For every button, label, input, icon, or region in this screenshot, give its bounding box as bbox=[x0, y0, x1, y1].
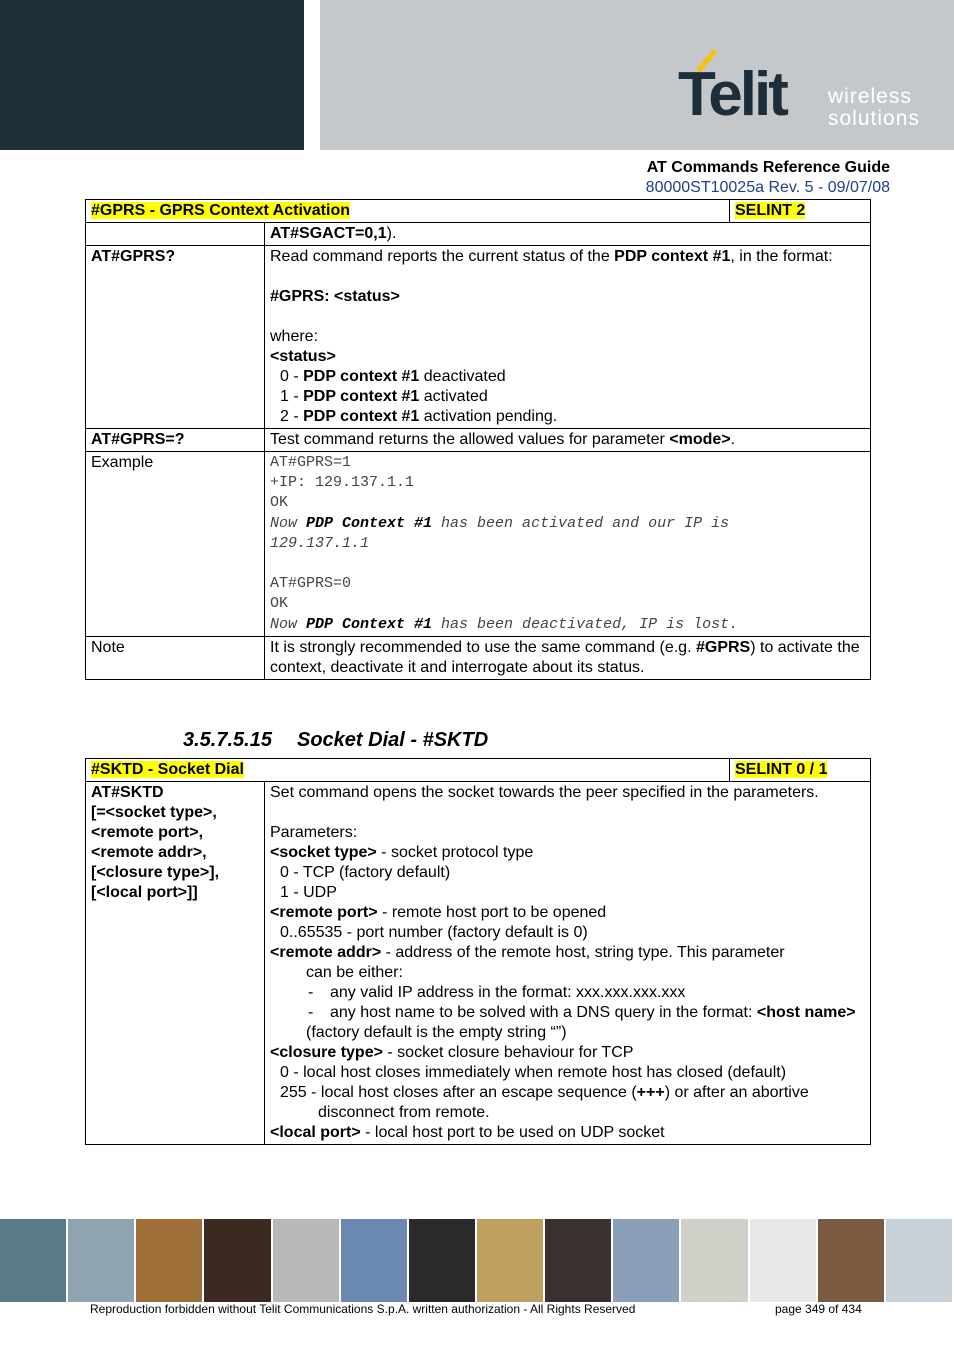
footer-photo-11 bbox=[750, 1219, 818, 1302]
table-title: #SKTD - Socket Dial bbox=[91, 761, 244, 778]
footer-photo-2 bbox=[136, 1219, 204, 1302]
selint-badge: SELINT 0 / 1 bbox=[735, 761, 828, 778]
command-description: Set command opens the socket towards the peer specified in the parameters. Parameters: <socket type> - socket protocol type 0 - TCP (factory default) 1 - UDP <remote port> - remote host port to be opened 0..65535 - port number (factory default is 0) <remote addr> - address of the remote host, string type. This parameter can be either: - any valid IP address in the format: xxx.xxx.xxx.xxx - any host name to be solved with a DNS query in the format: <host name> (factory default is the empty string “”) <closure type> - socket closure behaviour for TCP 0 - local host closes immediately when remote host has closed (default) 255 - local host closes after an escape sequence (+++) or after an abortive disconnect from remote. <local port> - local host port to be used on UDP socket bbox=[265, 782, 871, 1145]
table-row bbox=[86, 452, 871, 637]
footer-photo-7 bbox=[477, 1219, 545, 1302]
example-label: Example bbox=[86, 452, 265, 637]
section-heading bbox=[183, 729, 488, 752]
footer-photo-0 bbox=[0, 1219, 68, 1302]
table-row: Note It is strongly recommended to use the same command (e.g. #GPRS) to activate the context, deactivate it and interrogate about its status. bbox=[86, 637, 871, 680]
footer-photo-3 bbox=[204, 1219, 272, 1302]
section-title: Socket Dial - #SKTD bbox=[297, 729, 489, 751]
logo-text: Telit bbox=[678, 60, 786, 129]
command-name: AT#GPRS? bbox=[91, 248, 176, 265]
footer-photo-8 bbox=[545, 1219, 613, 1302]
table-row bbox=[86, 782, 871, 1145]
note-label: Note bbox=[86, 637, 265, 680]
footer-photo-9 bbox=[613, 1219, 681, 1302]
command-syntax: AT#SKTD [=<socket type>, <remote port>, <remote addr>, [<closure type>], [<local port>]] bbox=[86, 782, 265, 1145]
footer-photo-1 bbox=[68, 1219, 136, 1302]
footer-copyright: Reproduction forbidden without Telit Communications S.p.A. written authorization - All Rights Reserved bbox=[90, 1302, 636, 1316]
sktd-command-table bbox=[85, 758, 871, 1145]
selint-badge: SELINT 2 bbox=[735, 202, 806, 219]
table-row: AT#SGACT=0,1). bbox=[86, 223, 871, 246]
example-block: AT#GPRS=1 +IP: 129.137.1.1 OK Now PDP Context #1 has been activated and our IP is 129.137.1.1 AT#GPRS=0 OK Now PDP Context #1 has been deactivated, IP is lost. bbox=[265, 452, 871, 637]
logo-subtitle: wireless solutions bbox=[828, 85, 920, 130]
footer-image-strip bbox=[0, 1219, 954, 1302]
table-header-row bbox=[86, 759, 871, 782]
section-number: 3.5.7.5.15 bbox=[183, 729, 272, 751]
footer-photo-10 bbox=[681, 1219, 749, 1302]
footer-photo-6 bbox=[409, 1219, 477, 1302]
footer-photo-13 bbox=[886, 1219, 954, 1302]
table-row: AT#GPRS? Read command reports the current status of the PDP context #1, in the format: #GPRS: <status> where: <status> 0 - PDP context #1 deactivated 1 - PDP context #1 activated 2 - PDP context #1 activation pending. bbox=[86, 246, 871, 429]
table-title: #GPRS - GPRS Context Activation bbox=[91, 202, 350, 219]
gprs-command-table bbox=[85, 199, 871, 680]
doc-title: AT Commands Reference Guide bbox=[646, 159, 890, 176]
footer-photo-4 bbox=[273, 1219, 341, 1302]
footer-photo-12 bbox=[818, 1219, 886, 1302]
footer-photo-5 bbox=[341, 1219, 409, 1302]
doc-revision: 80000ST10025a Rev. 5 - 09/07/08 bbox=[645, 179, 890, 196]
command-name: AT#GPRS=? bbox=[91, 431, 185, 448]
page-number: page 349 of 434 bbox=[775, 1302, 862, 1316]
table-row: AT#GPRS=? Test command returns the allowed values for parameter <mode>. bbox=[86, 429, 871, 452]
telit-logo bbox=[678, 60, 938, 140]
header-dark-panel bbox=[0, 0, 304, 150]
table-header-row bbox=[86, 200, 871, 223]
